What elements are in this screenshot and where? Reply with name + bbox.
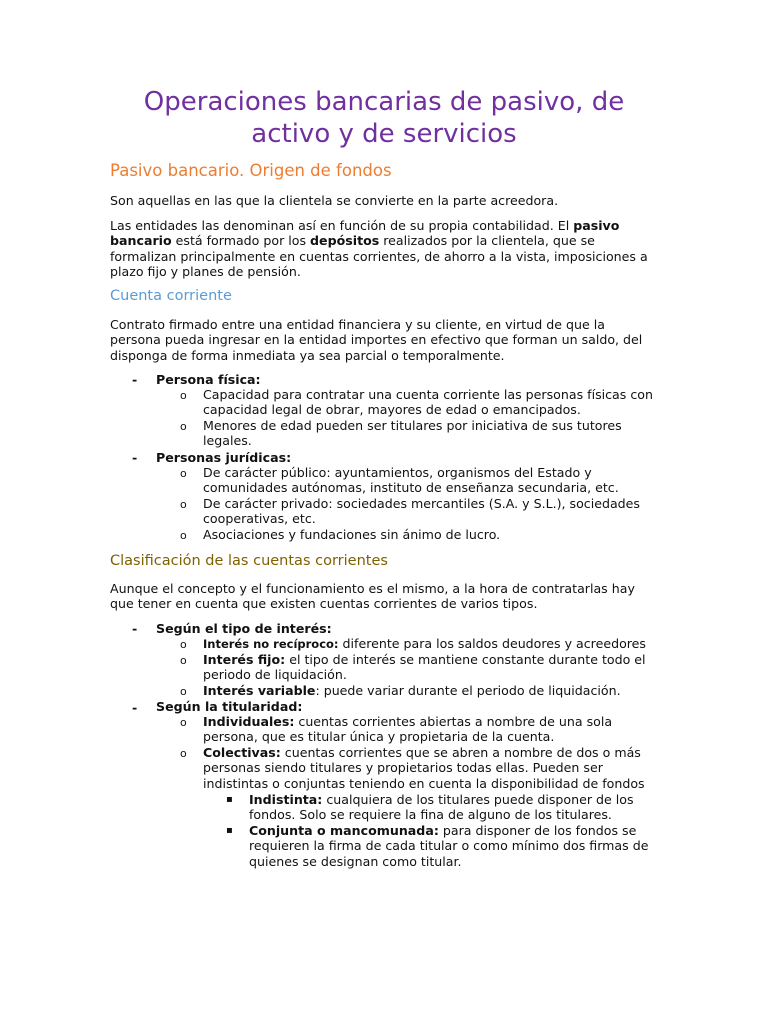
list-item-individuales: Individuales: cuentas corrientes abiertas a nombre de una sola persona, que es titular única y propietaria de la cuenta. <box>203 714 613 745</box>
list-item-conjunta: Conjunta o mancomunada: para disponer de los fondos se requieren la firma de cada titular o como mínimo dos firmas de quienes se designan como titular. <box>249 823 649 869</box>
section-heading-pasivo: Pasivo bancario. Origen de fondos <box>110 161 392 180</box>
circle-bullet: o <box>180 389 187 402</box>
circle-bullet: o <box>180 716 187 729</box>
list-item-fisica-2: Menores de edad pueden ser titulares por iniciativa de sus tutores legales. <box>203 418 622 449</box>
list-item-titularidad: Según la titularidad: <box>156 699 303 714</box>
document-title: Operaciones bancarias de pasivo, de activo y de servicios <box>143 87 625 149</box>
circle-bullet: o <box>180 747 187 760</box>
subheading-cuenta-corriente: Cuenta corriente <box>110 288 232 304</box>
subheading-clasificacion: Clasificación de las cuentas corrientes <box>110 553 388 569</box>
list-item-fisica-1: Capacidad para contratar una cuenta corriente las personas físicas con capacidad legal de obrar, mayores de edad o emancipados. <box>203 387 653 418</box>
list-item-interes-fijo: Interés fijo: el tipo de interés se mantiene constante durante todo el periodo de liquidación. <box>203 652 646 683</box>
paragraph-definicion: Son aquellas en las que la clientela se convierte en la parte acreedora. <box>110 193 559 208</box>
list-item-interes-no-reciproco: Interés no recíproco: diferente para los saldos deudores y acreedores <box>203 636 646 651</box>
list-item-indistinta: Indistinta: cualquiera de los titulares puede disponer de los fondos. Solo se requiere la fina de alguno de los titulares. <box>249 792 634 823</box>
dash-bullet: - <box>132 621 138 636</box>
list-item-tipo-interes: Según el tipo de interés: <box>156 621 332 636</box>
paragraph-clasificacion: Aunque el concepto y el funcionamiento es el mismo, a la hora de contratarlas hay que tener en cuenta que existen cuentas corrientes de varios tipos. <box>110 581 635 612</box>
circle-bullet: o <box>180 654 187 667</box>
circle-bullet: o <box>180 467 187 480</box>
square-bullet: ▪ <box>226 794 233 805</box>
list-item-juridicas-3: Asociaciones y fundaciones sin ánimo de lucro. <box>203 527 501 542</box>
dash-bullet: - <box>132 372 138 387</box>
circle-bullet: o <box>180 638 187 651</box>
dash-bullet: - <box>132 700 138 715</box>
square-bullet: ▪ <box>226 825 233 836</box>
list-item-interes-variable: Interés variable: puede variar durante el periodo de liquidación. <box>203 683 621 698</box>
list-item-persona-fisica: Persona física: <box>156 372 261 387</box>
dash-bullet: - <box>132 450 138 465</box>
circle-bullet: o <box>180 685 187 698</box>
list-item-juridicas-2: De carácter privado: sociedades mercantiles (S.A. y S.L.), sociedades cooperativas, etc. <box>203 496 640 527</box>
list-item-juridicas-1: De carácter público: ayuntamientos, organismos del Estado y comunidades autónomas, instituto de enseñanza secundaria, etc. <box>203 465 619 496</box>
circle-bullet: o <box>180 420 187 433</box>
list-item-personas-juridicas: Personas jurídicas: <box>156 450 292 465</box>
list-item-colectivas: Colectivas: cuentas corrientes que se abren a nombre de dos o más personas siendo titulares y propietarios todas ellas. Pueden ser indistintas o conjuntas teniendo en cuenta la disponibilidad de fondos <box>203 745 645 791</box>
circle-bullet: o <box>180 498 187 511</box>
paragraph-pasivo-bancario: Las entidades las denominan así en función de su propia contabilidad. El pasivo bancario está formado por los depósitos realizados por la clientela, que se formalizan principalmente en cuentas corrientes, de ahorro a la vista, imposiciones a plazo fijo y planes de pensión. <box>110 218 648 280</box>
paragraph-cuenta-corriente: Contrato firmado entre una entidad financiera y su cliente, en virtud de que la persona pueda ingresar en la entidad importes en efectivo que forman un saldo, del disponga de forma inmediata ya sea parcial o temporalmente. <box>110 317 643 363</box>
circle-bullet: o <box>180 529 187 542</box>
